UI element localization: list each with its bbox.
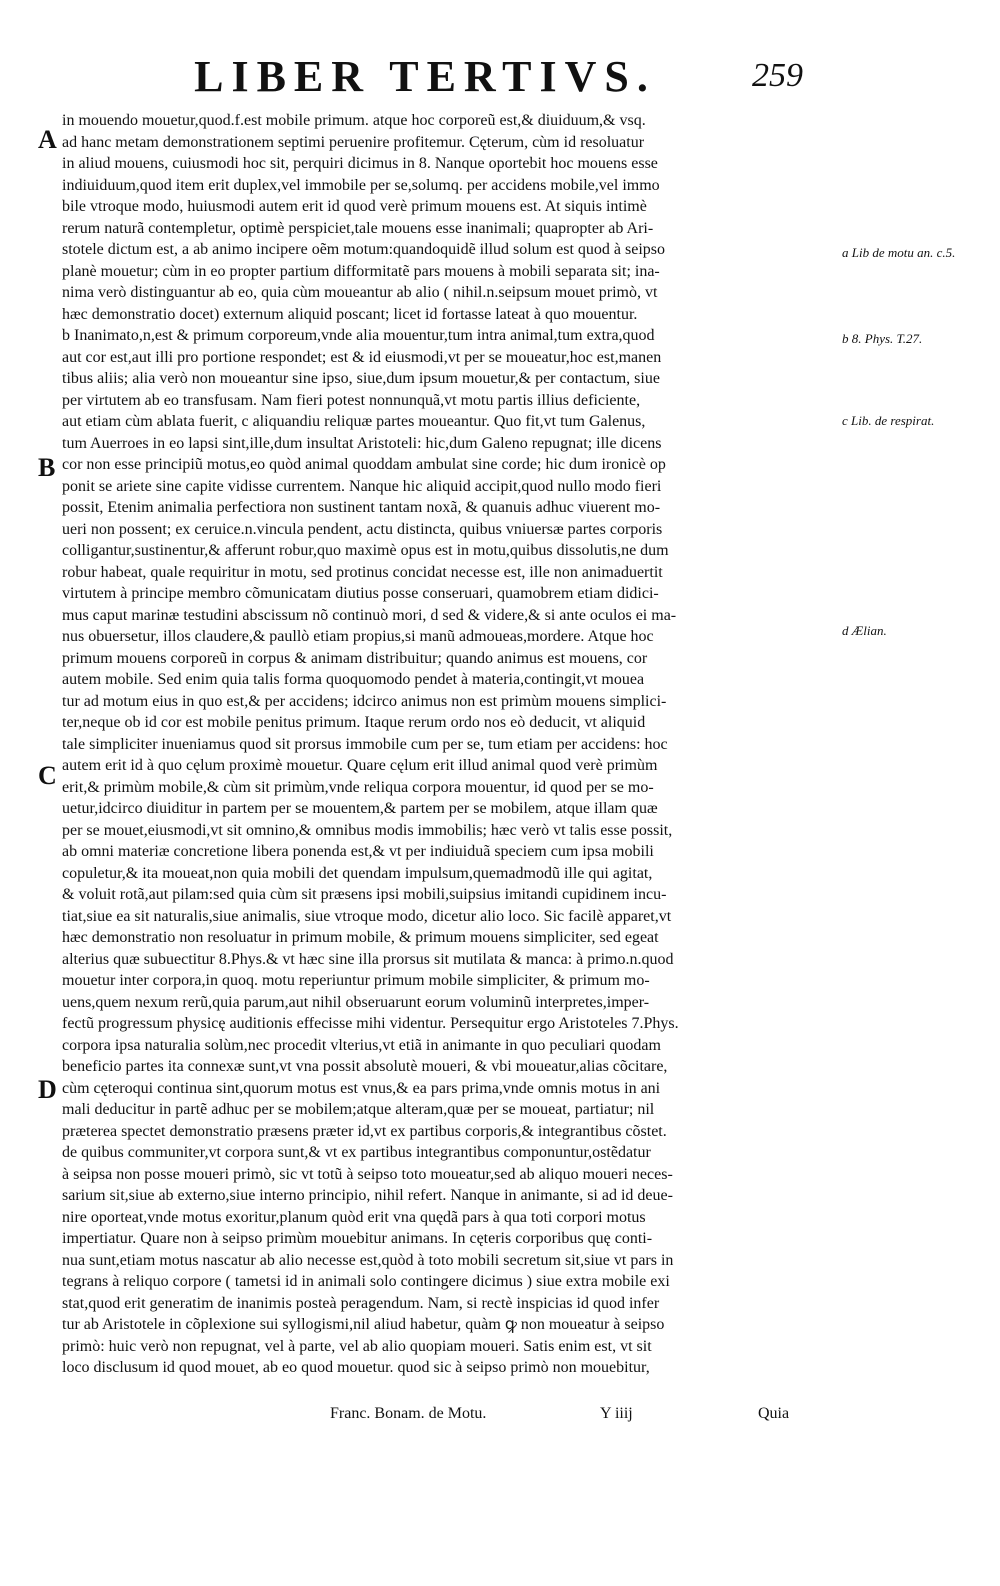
text-line: tibus aliis; alia verò non moueantur sine ipso, siue,dum ipsum mouetur,& per contactum, siue	[62, 370, 660, 387]
text-line: per se mouet,eiusmodi,vt sit omnino,& omnibus modis immobilis; hæc verò vt talis esse possit,	[62, 821, 673, 839]
text-line: tiat,siue ea sit naturalis,siue animalis, siue vtroque modo, dicetur alio loco. Sic facilè apparet,vt	[62, 907, 672, 925]
text-line: tur ab Aristotele in cõplexione sui syllogismi,nil aliud habetur, quàm ꝙ non moueatur à seipso	[62, 1316, 665, 1333]
text-line: in aliud mouens, cuiusmodi hoc sit, perquiri dicimus in 8. Nanque oportebit hoc mouens esse	[62, 155, 658, 172]
text-line: nus obuersetur, illos claudere,& paullò etiam propius,si manũ admoueas,mordere. Atque hoc	[62, 628, 654, 645]
text-line: mus caput marinæ testudini abscissum nõ continuò mori, d sed & videre,& si ante oculos ei ma-	[62, 606, 677, 624]
page-number: 259	[752, 57, 803, 94]
text-line: impertiatur. Quare non à seipso primùm mouebitur animans. In cęteris corporibus quę conti-	[62, 1230, 653, 1247]
text-line: præterea spectet demonstratio præsens præter id,vt ex partibus corporis,& integrantibus cõstet.	[62, 1122, 667, 1140]
text-line: virtutem à principe membro cõmunicatam diutius posse conseruari, quamobrem etiam didici-	[62, 585, 659, 602]
text-line: autem erit id à quo cęlum proximè mouetur. Quare cęlum erit illud animal quod verè primùm	[62, 757, 658, 774]
text-line: primò: huic verò non repugnat, vel à parte, vel ab alio quopiam moueri. Satis enim est, vt sit	[62, 1337, 652, 1355]
footer-signature: Y iiij	[600, 1405, 633, 1422]
text-line: tur ad motum eius in quo est,& per accidens; idcirco animus non est primùm mouens simplici-	[62, 692, 667, 710]
text-line: sarium sit,siue ab externo,siue interno principio, nihil refert. Nanque in animante, si ad id deue-	[62, 1187, 673, 1204]
text-line: nua sunt,etiam motus nascatur ab alio necesse est,quòd à toto mobili secretum sit,siue vt pars in	[62, 1251, 674, 1269]
body-text	[62, 110, 822, 1379]
text-line: tegrans à reliquo corpore ( tametsi id in animali solo contingere dicimus ) siue extra mobile exi	[62, 1273, 670, 1290]
footer-author: Franc. Bonam. de Motu.	[330, 1405, 487, 1422]
text-line: uens,quem nexum rerũ,quia parum,aut nihil obseruarunt eorum voluminũ interpretes,imper-	[62, 993, 650, 1011]
text-line: tum Auerroes in eo lapsi sint,ille,dum insultat Aristoteli: hic,dum Galeno repugnat; ille dicens	[62, 434, 662, 452]
text-line: cùm cęteroqui continua sint,quorum motus est vnus,& ea pars prima,vnde omnis motus in ani	[62, 1079, 661, 1097]
text-line: à seipsa non posse moueri primò, sic vt totũ à seipso toto moueatur,sed ab aliquo moueri neces-	[62, 1165, 673, 1183]
text-line: uetur,idcirco diuiditur in partem per se mouentem,& partem per se mobilem, atque illam quæ	[62, 800, 658, 817]
footer-catchword: Quia	[758, 1405, 790, 1422]
text-line: copuletur,& ita moueat,non quia mobili det quendam impulsum,quemadmodũ ille qui agitat,	[62, 864, 653, 882]
text-line: in mouendo mouetur,quod.f.est mobile primum. atque hoc corporeũ est,& diuiduum,& vsq.	[62, 112, 646, 129]
text-line: colligantur,sustinentur,& afferunt robur,quo maximè opus est in motu,quibus dissolutis,ne dum	[62, 542, 669, 559]
text-line: rerum naturã contempletur, optimè perspiciet,tale mouens esse inanimali; quapropter ab Ari-	[62, 219, 654, 237]
text-line: tale simpliciter inueniamus quod sit prorsus immobile cum per se, tum etiam per accidens: hoc	[62, 735, 668, 753]
text-line: stotele dictum est, a ab animo incipere oẽm motum:quandoquidẽ illud solum est quod à seipso	[62, 241, 665, 258]
text-line: robur habeat, quale requiritur in motu, sed protinus concidat necesse est, ille non animaduertit	[62, 563, 663, 581]
text-line: hæc demonstratio docet) externum aliquid poscant; licet id fortasse lateat à quo mouentur.	[62, 305, 638, 323]
text-line: possit, Etenim animalia perfectiora non sustinent tantam noxã, & quanuis adhuc viuerent mo-	[62, 499, 661, 516]
section-letter-d: D	[38, 1075, 57, 1104]
text-line: nima verò distinguantur ab eo, quia cùm moueantur ab alio ( nihil.n.seipsum mouet primò, vt	[62, 284, 658, 301]
section-letter-a: A	[38, 125, 57, 154]
text-line: ter,neque ob id cor est mobile penitus primum. Itaque rerum ordo nos eò deducit, vt aliquid	[62, 714, 646, 731]
margin-note-c: c Lib. de respirat.	[842, 413, 935, 428]
text-line: nire oporteat,vnde motus exoritur,planum quòd erit vna quędã pars à qua toti corpori motus	[62, 1208, 646, 1226]
text-line: per virtutem ab eo transfusam. Nam fieri potest nonnunquã,vt motu partis illius deficiente,	[62, 391, 641, 409]
text-line: corpora ipsa naturalia solùm,nec procedit vlterius,vt etiã in animante in quo peculiari quodam	[62, 1036, 661, 1054]
text-line: autem mobile. Sed enim quia talis forma quoquomodo pendet à materia,contingit,vt mouea	[62, 671, 645, 688]
text-line: ponit se ariete sine capite vidisse currentem. Nanque hic aliquid accipit,quod nullo modo fieri	[62, 477, 662, 495]
text-line: cor non esse principiũ motus,eo quòd animal quoddam ambulat sine corde; hic dum ironicè op	[62, 456, 666, 473]
text-line: aut cor est,aut illi pro portione respondet; est & id eiusmodi,vt per se moueatur,hoc est,manen	[62, 348, 662, 366]
section-letter-b: B	[38, 453, 56, 482]
margin-note-b: b 8. Phys. T.27.	[842, 331, 923, 346]
text-line: indiuiduum,quod item erit duplex,vel immobile per se,solumq. per accidens mobile,vel immo	[62, 176, 660, 194]
text-line: fectũ progressum physicę auditionis effecisse mihi videntur. Persequitur ergo Aristoteles 7.Phys.	[62, 1015, 679, 1032]
text-line: ad hanc metam demonstrationem septimi peruenire profitemur. Cęterum, cùm id resoluatur	[62, 133, 645, 151]
margin-note-d: d Ælian.	[842, 623, 887, 638]
text-line: beneficio partes ita connexæ sunt,vt vna possit absolutè moueri, & vbi moueatur,alias cõcitare,	[62, 1058, 668, 1075]
text-line: alterius quæ subuectitur 8.Phys.& vt hæc sine illa prorsus sit mutilata & manca: à primo.n.quod	[62, 950, 674, 968]
text-line: de quibus communiter,vt corpora sunt,& vt ex partibus integrantibus componuntur,ostẽdatur	[62, 1144, 651, 1161]
text-line: ueri non possent; ex ceruice.n.vincula pendent, actu distincta, quibus vniuersæ partes corporis	[62, 520, 663, 538]
text-line: b Inanimato,n,est & primum corporeum,vnde alia mouentur,tum intra animal,tum extra,quod	[62, 327, 655, 344]
text-line: & voluit rotã,aut pilam:sed quia cùm sit præsens ipsi mobili,suipsius imitandi cupidinem incu-	[62, 886, 667, 903]
text-line: mali deducitur in partẽ adhuc per se mobilem;atque alteram,quæ per se moueat, partiatur; nil	[62, 1101, 655, 1118]
text-line: erit,& primùm mobile,& cùm sit primùm,vnde reliqua corpora mouentur, id quod per se mo-	[62, 778, 654, 796]
text-line: ab omni materiæ concretione libera ponenda est,& vt per indiuiduã speciem cum ipsa mobili	[62, 843, 654, 860]
margin-note-a: a Lib de motu an. c.5.	[842, 245, 956, 260]
text-line: loco disclusum id quod mouet, ab eo quod mouetur. quod sic à seipso primò non mouebitur,	[62, 1359, 650, 1376]
running-head: LIBER TERTIVS.	[194, 52, 656, 101]
text-line: stat,quod erit generatim de inanimis posteà peragendum. Nam, si rectè inspicias id quod infer	[62, 1294, 660, 1312]
text-line: bile vtroque modo, huiusmodi autem erit id quod verè primum mouens est. At siquis intimè	[62, 198, 647, 215]
text-line: hæc demonstratio non resoluatur in primum mobile, & primum mouens simpliciter, sed egeat	[62, 929, 659, 946]
text-line: planè mouetur; cùm in eo propter partium difformitatẽ pars mouens à mobili separata sit; ina-	[62, 262, 660, 280]
text-line: mouetur inter corpora,in quoq. motu reperiuntur primum mobile simpliciter, & primum mo-	[62, 972, 650, 989]
text-line: aut etiam cùm ablata fuerit, c aliquandiu reliquæ partes moueantur. Quo fit,vt tum Galenus,	[62, 413, 646, 430]
section-letter-c: C	[38, 761, 57, 790]
text-line: primum mouens corporeũ in corpus & animam distribuitur; quando animus est mouens, cor	[62, 649, 648, 667]
